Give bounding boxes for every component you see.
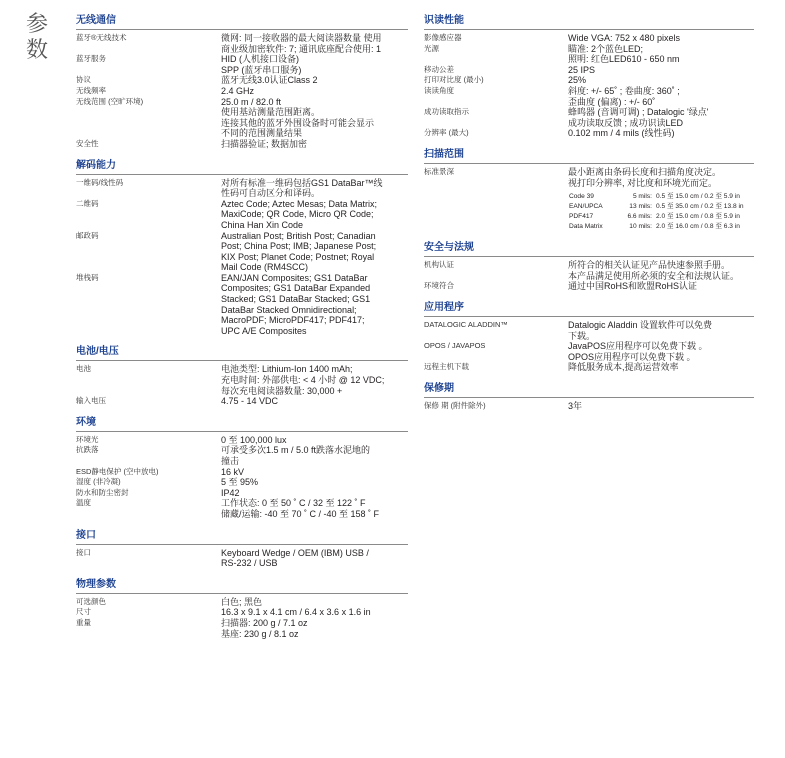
spec-label: 影像感应器 <box>424 33 462 42</box>
spec-value: JavaPOS应用程序可以免费下载 。 OPOS应用程序可以免费下载 。 <box>568 341 708 362</box>
spec-row <box>424 86 754 107</box>
spec-label: 打印对比度 (最小) <box>424 75 484 85</box>
spec-label: 机构认证 <box>424 260 454 270</box>
spec-value: Wide VGA: 752 x 480 pixels <box>568 33 681 43</box>
spec-row <box>424 65 754 76</box>
spec-section <box>76 14 408 150</box>
spec-row <box>424 167 754 188</box>
spec-label: 环境符合 <box>424 281 454 291</box>
scan-range-mils: 5 mils: <box>632 193 652 201</box>
spec-row <box>76 467 408 478</box>
spec-label: 无线频率 <box>76 85 106 95</box>
spec-row <box>424 320 754 341</box>
spec-label: DATALOGIC ALADDIN™ <box>424 319 508 329</box>
scan-range-range: 0.5 至 35.0 cm / 0.2 至 13.8 in <box>656 203 744 211</box>
spec-value: 16.3 x 9.1 x 4.1 cm / 6.4 x 3.6 x 1.6 in <box>221 607 371 618</box>
spec-section <box>424 382 754 412</box>
spec-label: 分辨率 (最大) <box>424 128 469 138</box>
section-title: 解码能力 <box>76 159 408 175</box>
spec-row <box>424 260 754 281</box>
spec-row <box>76 178 408 199</box>
spec-label: 邮政码 <box>76 230 99 240</box>
spec-value: 扫描器: 200 g / 7.1 oz 基座: 230 g / 8.1 oz <box>221 617 308 639</box>
spec-value: 对所有标准一维码包括GS1 DataBar™线 性码可自动区分和译码。 <box>221 177 383 199</box>
right-column <box>424 14 754 420</box>
section-title: 电池/电压 <box>76 345 408 361</box>
spec-row <box>76 139 408 150</box>
scan-range-row <box>569 222 754 232</box>
spec-value: 16 kV <box>221 466 245 477</box>
spec-label: 远程主机下载 <box>424 362 469 372</box>
spec-value: IP42 <box>221 487 240 498</box>
spec-label: 重量 <box>76 617 91 627</box>
scan-range-mils: 13 mils: <box>629 203 652 211</box>
spec-label: 读读角度 <box>424 85 454 95</box>
scan-range-row <box>569 212 754 222</box>
spec-value: 最小距离由条码长度和扫描角度决定。 视打印分辨率, 对比度和环境光而定。 <box>568 166 722 188</box>
section-title: 扫描范围 <box>424 148 754 164</box>
spec-row <box>76 498 408 519</box>
spec-row <box>76 477 408 488</box>
spec-section <box>76 159 408 337</box>
spec-value: 25% <box>568 75 587 86</box>
spec-section <box>76 345 408 406</box>
spec-section <box>424 148 754 232</box>
spec-label: 移动公差 <box>424 64 454 74</box>
spec-value: 微网: 同一接收器的最大阅读器数量 使用 商业级加密软件: 7; 通讯底座配合使用: 1 <box>221 33 382 54</box>
spec-row <box>76 607 408 618</box>
spec-value: 0.102 mm / 4 mils (线性码) <box>568 128 675 139</box>
spec-row <box>424 401 754 412</box>
spec-value: 电池类型: Lithium-Ion 1400 mAh; 充电时间: 外部供电: < 4 小时 @ 12 VDC; 每次充电阅读器数量: 30,000 + <box>221 364 385 396</box>
spec-label: 成功读取指示 <box>424 107 469 117</box>
spec-value: 通过中国RoHS和欧盟RoHS认证 <box>568 281 698 292</box>
spec-row <box>76 97 408 139</box>
scan-range-range: 2.0 至 16.0 cm / 0.8 至 6.3 in <box>656 223 740 231</box>
spec-value: 所符合的相关认证见产品快速参照手册。 本产品满足使用所必须的安全和法规认证。 <box>568 260 740 281</box>
spec-value: 白色; 黑色 <box>221 596 263 607</box>
spec-value: 降低服务成本,提高运营效率 <box>568 362 679 373</box>
scan-range-name: Data Matrix <box>569 223 603 231</box>
spec-label: 安全性 <box>76 138 99 148</box>
spec-row <box>76 445 408 466</box>
spec-value: EAN/JAN Composites; GS1 DataBar Composites; GS1 DataBar Expanded Stacked; GS1 DataBar Stacked; GS1 DataBar Stacked Omnidirectional; MacroPDF; MicroPDF417; PDF417; UPC A/E Composites <box>221 272 371 336</box>
section-title: 安全与法规 <box>424 241 754 257</box>
spec-value: Aztec Code; Aztec Mesas; Data Matrix; MaxiCode; QR Code, Micro QR Code; China Han Xin Code <box>221 198 378 230</box>
spec-value: Datalogic Aladdin 设置软件可以免费 下载。 <box>568 319 713 341</box>
scan-range-mils: 10 mils: <box>629 223 652 231</box>
spec-section <box>76 416 408 520</box>
spec-row <box>76 597 408 608</box>
scan-range-name: PDF417 <box>569 213 594 221</box>
section-title: 无线通信 <box>76 14 408 30</box>
spec-label: 无线范围 (空旷环境) <box>76 96 144 106</box>
spec-row <box>76 231 408 273</box>
section-title: 环境 <box>76 416 408 432</box>
spec-value: 可承受多次1.5 m / 5.0 ft跌落水泥地的 撞击 <box>221 445 371 466</box>
section-title: 保修期 <box>424 382 754 398</box>
spec-row <box>76 548 408 569</box>
spec-label: ESD静电保护 (空中放电) <box>76 466 159 476</box>
spec-label: 蓝牙服务 <box>76 54 106 64</box>
spec-section <box>424 14 754 139</box>
spec-value: 斜度: +/- 65˚ ; 卷曲度: 360˚ ; 歪曲度 (偏离) : +/- 60˚ <box>568 85 680 107</box>
spec-row <box>76 396 408 407</box>
spec-row <box>76 33 408 54</box>
spec-value: 3年 <box>568 400 583 411</box>
spec-row <box>424 362 754 373</box>
spec-label: 保修 期 (附件除外) <box>424 400 486 410</box>
spec-row <box>76 199 408 231</box>
spec-label: 光源 <box>424 43 439 53</box>
spec-label: 防水和防尘密封 <box>76 487 129 497</box>
scan-range-range: 2.0 至 15.0 cm / 0.8 至 5.9 in <box>656 213 740 221</box>
scan-range-name: EAN/UPCA <box>569 203 603 211</box>
spec-section <box>424 301 754 373</box>
section-title: 接口 <box>76 529 408 545</box>
spec-row <box>76 364 408 396</box>
spec-row <box>76 435 408 446</box>
spec-label: 协议 <box>76 75 91 85</box>
spec-label: 尺寸 <box>76 607 91 617</box>
spec-row <box>424 128 754 139</box>
spec-row <box>76 618 408 639</box>
scan-range-mils: 6.6 mils: <box>627 213 652 221</box>
spec-row <box>424 341 754 362</box>
spec-label: 抗跌落 <box>76 445 99 455</box>
spec-label: 堆栈码 <box>76 272 99 282</box>
spec-value: 25 IPS <box>568 64 596 75</box>
spec-value: 瞄准: 2个蓝色LED; 照明: 红色LED610 - 650 nm <box>568 43 680 65</box>
scan-range-row <box>569 192 754 202</box>
left-column <box>76 14 408 648</box>
spec-row <box>424 281 754 292</box>
spec-row <box>424 75 754 86</box>
spec-row <box>76 75 408 86</box>
spec-label: OPOS / JAVAPOS <box>424 341 486 351</box>
spec-label: 电池 <box>76 364 91 374</box>
spec-row <box>76 54 408 75</box>
spec-value: Keyboard Wedge / OEM (IBM) USB / RS-232 / USB <box>221 547 369 569</box>
section-title: 应用程序 <box>424 301 754 317</box>
spec-value: 4.75 - 14 VDC <box>221 396 279 407</box>
scan-range-row <box>569 202 754 212</box>
spec-value: 25.0 m / 82.0 ft 使用基站测量范围距离。 连接其他的蓝牙外围设备时可能会显示 不同的范围测量结果 <box>221 96 375 139</box>
spec-label: 一维码/线性码 <box>76 177 124 187</box>
spec-row <box>76 86 408 97</box>
section-title: 物理参数 <box>76 578 408 594</box>
spec-section <box>76 529 408 569</box>
spec-value: 2.4 GHz <box>221 85 255 96</box>
spec-label: 环境光 <box>76 434 99 444</box>
section-title: 识读性能 <box>424 14 754 30</box>
spec-value: HID (人机接口设备) SPP (蓝牙串口服务) <box>221 54 302 75</box>
spec-row <box>76 273 408 337</box>
spec-label: 标准景深 <box>424 166 454 176</box>
spec-section <box>424 241 754 292</box>
spec-section <box>76 578 408 639</box>
spec-value: 5 至 95% <box>221 477 259 488</box>
spec-row <box>76 488 408 499</box>
spec-value: Australian Post; British Post; Canadian Post; China Post; IMB; Japanese Post; KIX Post; Planet Code; Postnet; Royal Mail Code (RM4SCC) <box>221 230 377 273</box>
spec-value: 蓝牙无线3.0认证Class 2 <box>221 75 318 86</box>
spec-row <box>424 33 754 44</box>
spec-label: 温度 <box>76 498 91 508</box>
spec-value: 扫描器验证; 数据加密 <box>221 138 308 149</box>
page-side-title: 参数 <box>25 12 50 63</box>
spec-label: 输入电压 <box>76 396 106 406</box>
spec-label: 湿度 (非冷凝) <box>76 477 121 487</box>
scan-range-range: 0.5 至 15.0 cm / 0.2 至 5.9 in <box>656 193 740 201</box>
spec-label: 蓝牙®无线技术 <box>76 33 127 42</box>
spec-row <box>424 44 754 65</box>
scan-range-name: Code 39 <box>569 193 594 201</box>
spec-value: 蜂鸣器 (音调可调) ; Datalogic '绿点' 成功读取反馈 ; 成功识读LED <box>568 107 709 128</box>
scan-range-table <box>569 192 754 232</box>
spec-value: 工作状态: 0 至 50 ˚ C / 32 至 122 ˚ F 储藏/运输: -40 至 70 ˚ C / -40 至 158 ˚ F <box>221 498 380 519</box>
spec-value: 0 至 100,000 lux <box>221 434 287 445</box>
spec-label: 接口 <box>76 547 91 557</box>
spec-label: 可选颜色 <box>76 596 106 606</box>
spec-label: 二维码 <box>76 198 99 208</box>
spec-row <box>424 107 754 128</box>
